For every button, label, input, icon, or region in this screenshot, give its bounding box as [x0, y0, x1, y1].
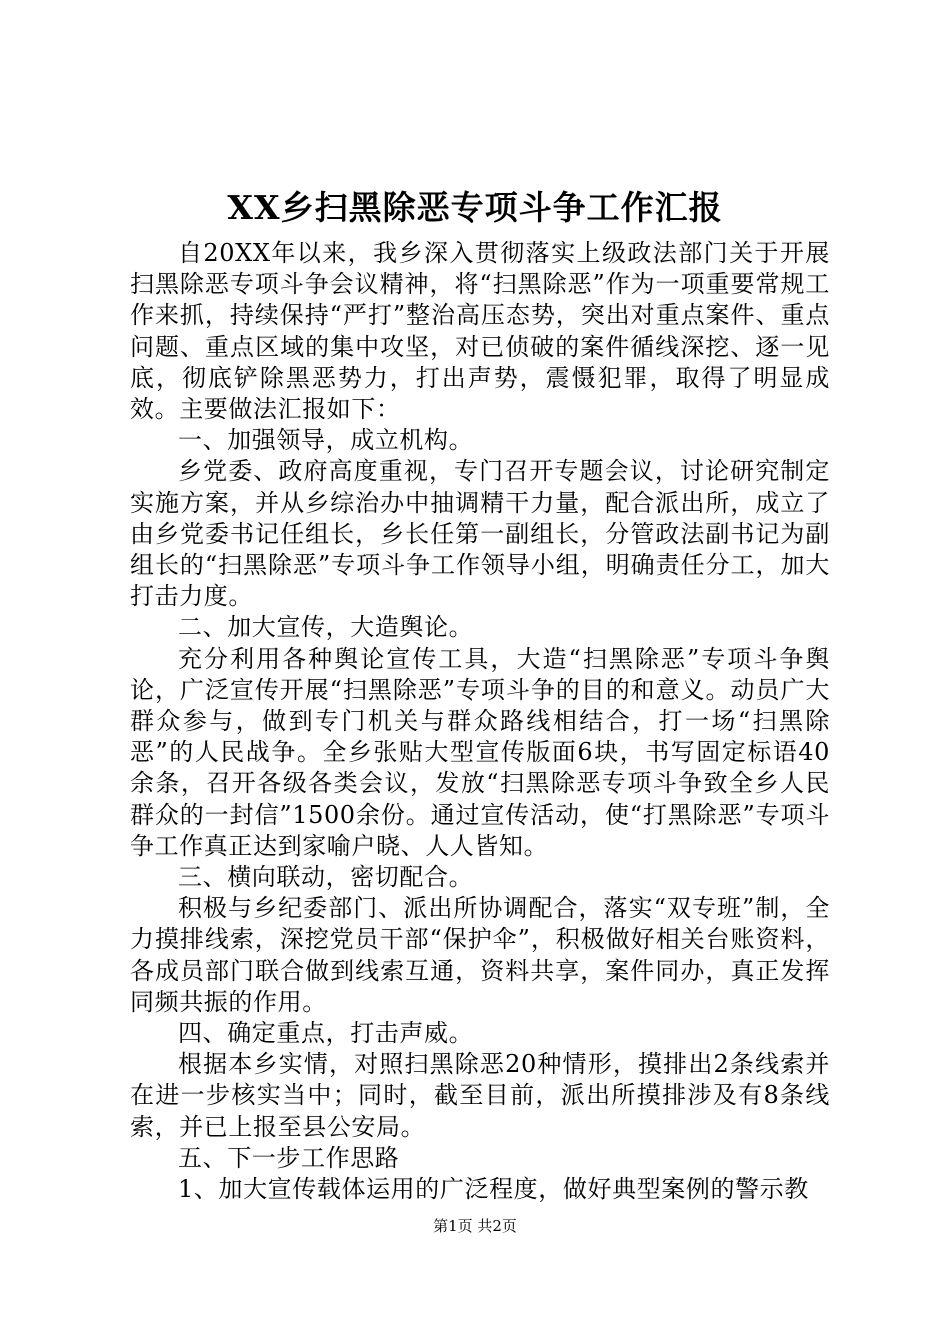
section-heading-5: 五、下一步工作思路 [178, 1143, 400, 1172]
section-heading-2: 二、加大宣传，大造舆论。 [178, 613, 474, 642]
section-paragraph-5: 1、加大宣传载体运用的广泛程度，做好典型案例的警示教 [178, 1175, 809, 1204]
section-heading-3: 三、横向联动，密切配合。 [178, 863, 474, 892]
section-paragraph-1: 乡党委、政府高度重视，专门召开专题会议，讨论研究制定实施方案，并从乡综治办中抽调精干力量，配合派出所，成立了由乡党委书记任组长，乡长任第一副组长，分管政法副书记为副组长的“扫黑除恶”专项斗争工作领导小组，明确责任分工，加大打击力度。 [130, 457, 830, 611]
document-body [130, 238, 830, 1205]
section-paragraph-2: 充分利用各种舆论宣传工具，大造“扫黑除恶”专项斗争舆论，广泛宣传开展“扫黑除恶”专项斗争的目的和意义。动员广大群众参与，做到专门机关与群众路线相结合，打一场“扫黑除恶”的人民战争。全乡张贴大型宣传版面6块，书写固定标语40余条，召开各级各类会议，发放“扫黑除恶专项斗争致全乡人民群众的一封信”1500余份。通过宣传活动，使“打黑除恶”专项斗争工作真正达到家喻户晓、人人皆知。 [130, 644, 830, 860]
section-paragraph-4: 根据本乡实情，对照扫黑除恶20种情形，摸排出2条线索并在进一步核实当中；同时，截至目前，派出所摸排涉及有8条线索，并已上报至县公安局。 [130, 1050, 830, 1141]
document-title: XX乡扫黑除恶专项斗争工作汇报 [227, 188, 723, 227]
section-paragraph-3: 积极与乡纪委部门、派出所协调配合，落实“双专班”制，全力摸排线索，深挖党员干部“保护伞”，积极做好相关台账资料，各成员部门联合做到线索互通，资料共享，案件同办，真正发挥同频共振的作用。 [130, 894, 830, 1016]
section-heading-1: 一、加强领导，成立机构。 [178, 426, 474, 455]
section-heading-4: 四、确定重点，打击声威。 [178, 1019, 474, 1048]
page-footer: 第1页 共2页 [433, 1217, 517, 1235]
intro-paragraph: 自20XX年以来，我乡深入贯彻落实上级政法部门关于开展扫黑除恶专项斗争会议精神，将“扫黑除恶”作为一项重要常规工作来抓，持续保持“严打”整治高压态势，突出对重点案件、重点问题、重点区域的集中攻坚，对已侦破的案件循线深挖、逐一见底，彻底铲除黑恶势力，打出声势，震慑犯罪，取得了明显成效。主要做法汇报如下： [130, 239, 830, 424]
